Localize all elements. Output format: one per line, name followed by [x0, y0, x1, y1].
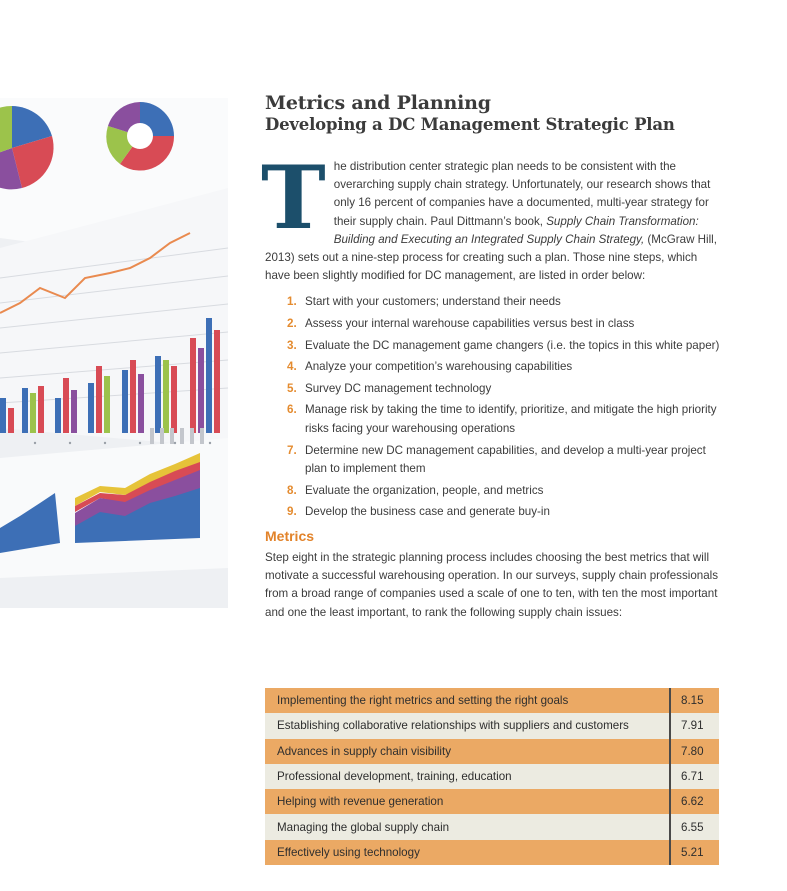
article [261, 92, 725, 622]
table-row [265, 814, 719, 839]
score-cell: 8.15 [670, 688, 719, 713]
step-number: 9. [287, 505, 297, 519]
step-text: Evaluate the DC management game changers (i.e. the topics in this white paper) [305, 338, 720, 352]
step-text: Start with your customers; understand their needs [305, 295, 561, 309]
table-row [265, 840, 719, 865]
issue-cell: Helping with revenue generation [265, 789, 670, 814]
step-text: Develop the business case and generate buy-in [305, 505, 550, 519]
step-text: Assess your internal warehouse capabilities versus best in class [305, 317, 635, 331]
step-number: 1. [287, 295, 297, 309]
list-item [287, 482, 725, 501]
charts-photo-illustration [0, 98, 228, 608]
score-cell: 6.55 [670, 814, 719, 839]
issue-cell: Advances in supply chain visibility [265, 739, 670, 764]
step-text: Evaluate the organization, people, and metrics [305, 483, 544, 497]
score-cell: 6.62 [670, 789, 719, 814]
intro-text-after: (McGraw Hill, 2013) sets out a nine-step process for creating such a plan. Those nine steps, which have been slightly modified for DC management, are listed in order below: [265, 232, 717, 283]
metrics-paragraph: Step eight in the strategic planning process includes choosing the best metrics that will motivate a successful warehousing operation. In our surveys, supply chain professionals from a broad range of companies used a scale of one to ten, with ten the most important and one the least important, to rank the following supply chain issues: [265, 550, 719, 619]
table-row [265, 789, 719, 814]
score-cell: 6.71 [670, 764, 719, 789]
metrics-heading: Metrics [265, 527, 315, 544]
list-item [287, 503, 725, 522]
issue-cell: Managing the global supply chain [265, 814, 670, 839]
book-title: Supply Chain Transformation: Building and Executing an Integrated Supply Chain Strategy, [333, 214, 699, 246]
table-row [265, 713, 719, 738]
list-item [287, 401, 725, 438]
step-number: 4. [287, 360, 297, 374]
step-number: 5. [287, 381, 297, 395]
step-text: Manage risk by taking the time to identify, prioritize, and mitigate the high priority risks facing your warehousing operations [305, 403, 717, 435]
issue-cell: Effectively using technology [265, 840, 670, 865]
list-item [287, 337, 725, 356]
intro-paragraph [261, 146, 725, 285]
list-item [287, 380, 725, 399]
drop-cap: T [261, 146, 326, 249]
score-cell: 5.21 [670, 840, 719, 865]
list-item [287, 315, 725, 334]
step-number: 2. [287, 317, 297, 331]
table-row [265, 688, 719, 713]
list-item [287, 358, 725, 377]
intro-text-before: he distribution center strategic plan needs to be consistent with the overarching supply chain strategy. Unfortunately, our research shows that only 16 percent of companies have a documented, multi-year strategy for their supply chain. Paul Dittmann’s book, [333, 160, 711, 228]
step-text: Determine new DC management capabilities, and develop a multi-year project plan to implement them [305, 443, 706, 476]
table-row [265, 739, 719, 764]
step-number: 8. [287, 483, 297, 497]
step-text: Analyze your competition’s warehousing capabilities [305, 360, 573, 374]
step-number: 3. [287, 338, 297, 352]
metrics-table [265, 688, 719, 865]
step-number: 6. [287, 403, 297, 417]
charts-photo [0, 98, 228, 608]
score-cell: 7.80 [670, 739, 719, 764]
issue-cell: Implementing the right metrics and setting the right goals [265, 688, 670, 713]
step-text: Survey DC management technology [305, 381, 492, 395]
list-item [287, 442, 725, 479]
issue-cell: Professional development, training, education [265, 764, 670, 789]
score-cell: 7.91 [670, 713, 719, 738]
issue-cell: Establishing collaborative relationships with suppliers and customers [265, 713, 670, 738]
page-title: Metrics and Planning [265, 92, 491, 114]
step-number: 7. [287, 443, 297, 457]
page-subtitle: Developing a DC Management Strategic Plan [265, 115, 675, 134]
list-item [287, 293, 725, 312]
steps-list [265, 293, 725, 522]
table-row [265, 764, 719, 789]
